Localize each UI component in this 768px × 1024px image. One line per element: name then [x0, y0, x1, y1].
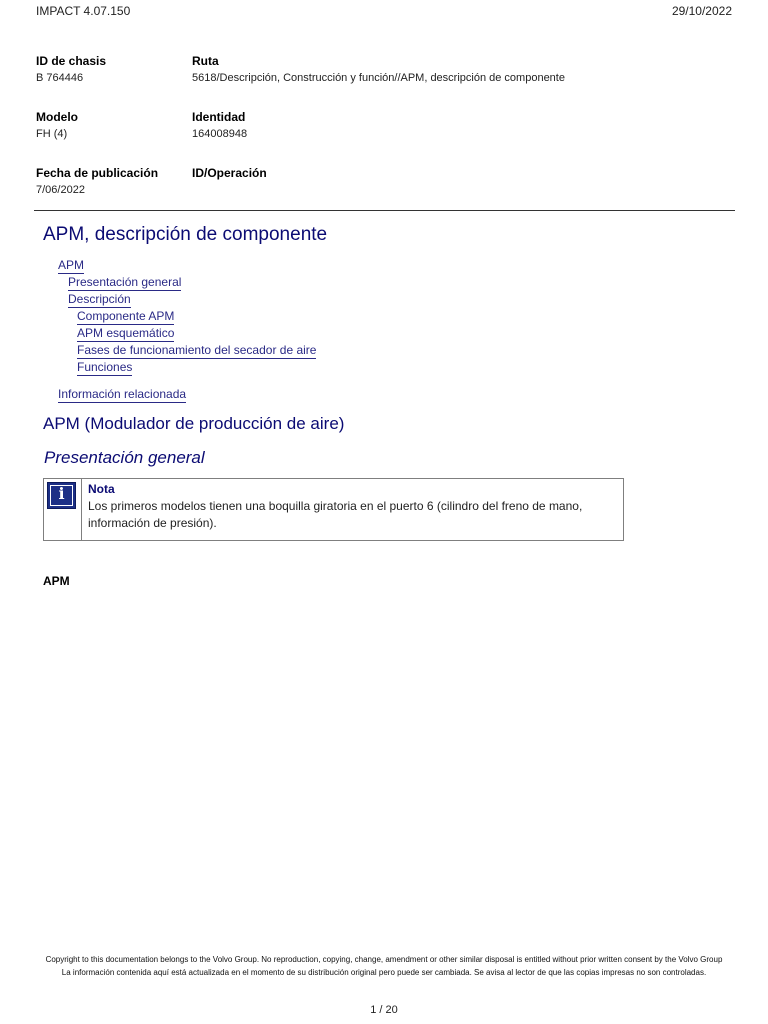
section-title: APM (Modulador de producción de aire) [43, 414, 345, 433]
page-header [36, 4, 732, 20]
toc-link-presentacion-general[interactable]: Presentación general [68, 275, 182, 289]
meta-row-1 [36, 54, 736, 110]
page-footer [30, 955, 738, 978]
publication-date-label: Fecha de publicación [36, 166, 159, 180]
document-metadata [36, 54, 736, 222]
chassis-value: B 764446 [36, 72, 84, 84]
operation-id-label: ID/Operación [192, 166, 267, 180]
page-number: 1 / 20 [370, 1004, 398, 1016]
route-label: Ruta [192, 54, 219, 68]
chassis-label: ID de chasis [36, 54, 107, 68]
note-title: Nota [88, 482, 115, 496]
footer-copyright: Copyright to this documentation belongs to the Volvo Group. No reproduction, copying, change, amendment or other similar disposal is entitled without prior written consent by the Volvo Group [45, 955, 723, 964]
print-date: 29/10/2022 [671, 4, 732, 18]
footer-notice: La información contenida aquí está actualizada en el momento de su distribución original pero puede ser cambiada. Se avisa al lector de que las copias impresas no son controladas. [61, 968, 707, 977]
info-icon: i [47, 482, 76, 509]
toc-link-fases-funcionamiento[interactable]: Fases de funcionamiento del secador de aire [77, 343, 317, 357]
toc-link-apm[interactable]: APM [58, 258, 85, 272]
route-value: 5618/Descripción, Construcción y función//APM, descripción de componente [192, 72, 565, 84]
note-box [43, 478, 624, 541]
note-content [88, 482, 618, 532]
toc-link-informacion-relacionada[interactable]: Información relacionada [58, 387, 187, 401]
model-value: FH (4) [36, 128, 68, 140]
meta-row-3 [36, 166, 736, 222]
toc-link-componente-apm[interactable]: Componente APM [77, 309, 175, 323]
app-version: IMPACT 4.07.150 [36, 4, 131, 18]
publication-date-value: 7/06/2022 [36, 184, 85, 196]
toc-link-descripcion[interactable]: Descripción [68, 292, 131, 306]
model-label: Modelo [36, 110, 78, 124]
identity-label: Identidad [192, 110, 246, 124]
header-divider [34, 210, 735, 211]
apm-figure-label: APM [43, 574, 70, 588]
document-title: APM, descripción de componente [43, 224, 328, 245]
identity-value: 164008948 [192, 128, 248, 140]
toc-link-apm-esquematico[interactable]: APM esquemático [77, 326, 175, 340]
note-text: Los primeros modelos tienen una boquilla giratoria en el puerto 6 (cilindro del freno de mano, información de presión). [88, 499, 583, 530]
toc-link-funciones[interactable]: Funciones [77, 360, 133, 374]
note-icon-cell [44, 479, 82, 540]
meta-row-2 [36, 110, 736, 166]
subsection-title: Presentación general [44, 448, 205, 467]
